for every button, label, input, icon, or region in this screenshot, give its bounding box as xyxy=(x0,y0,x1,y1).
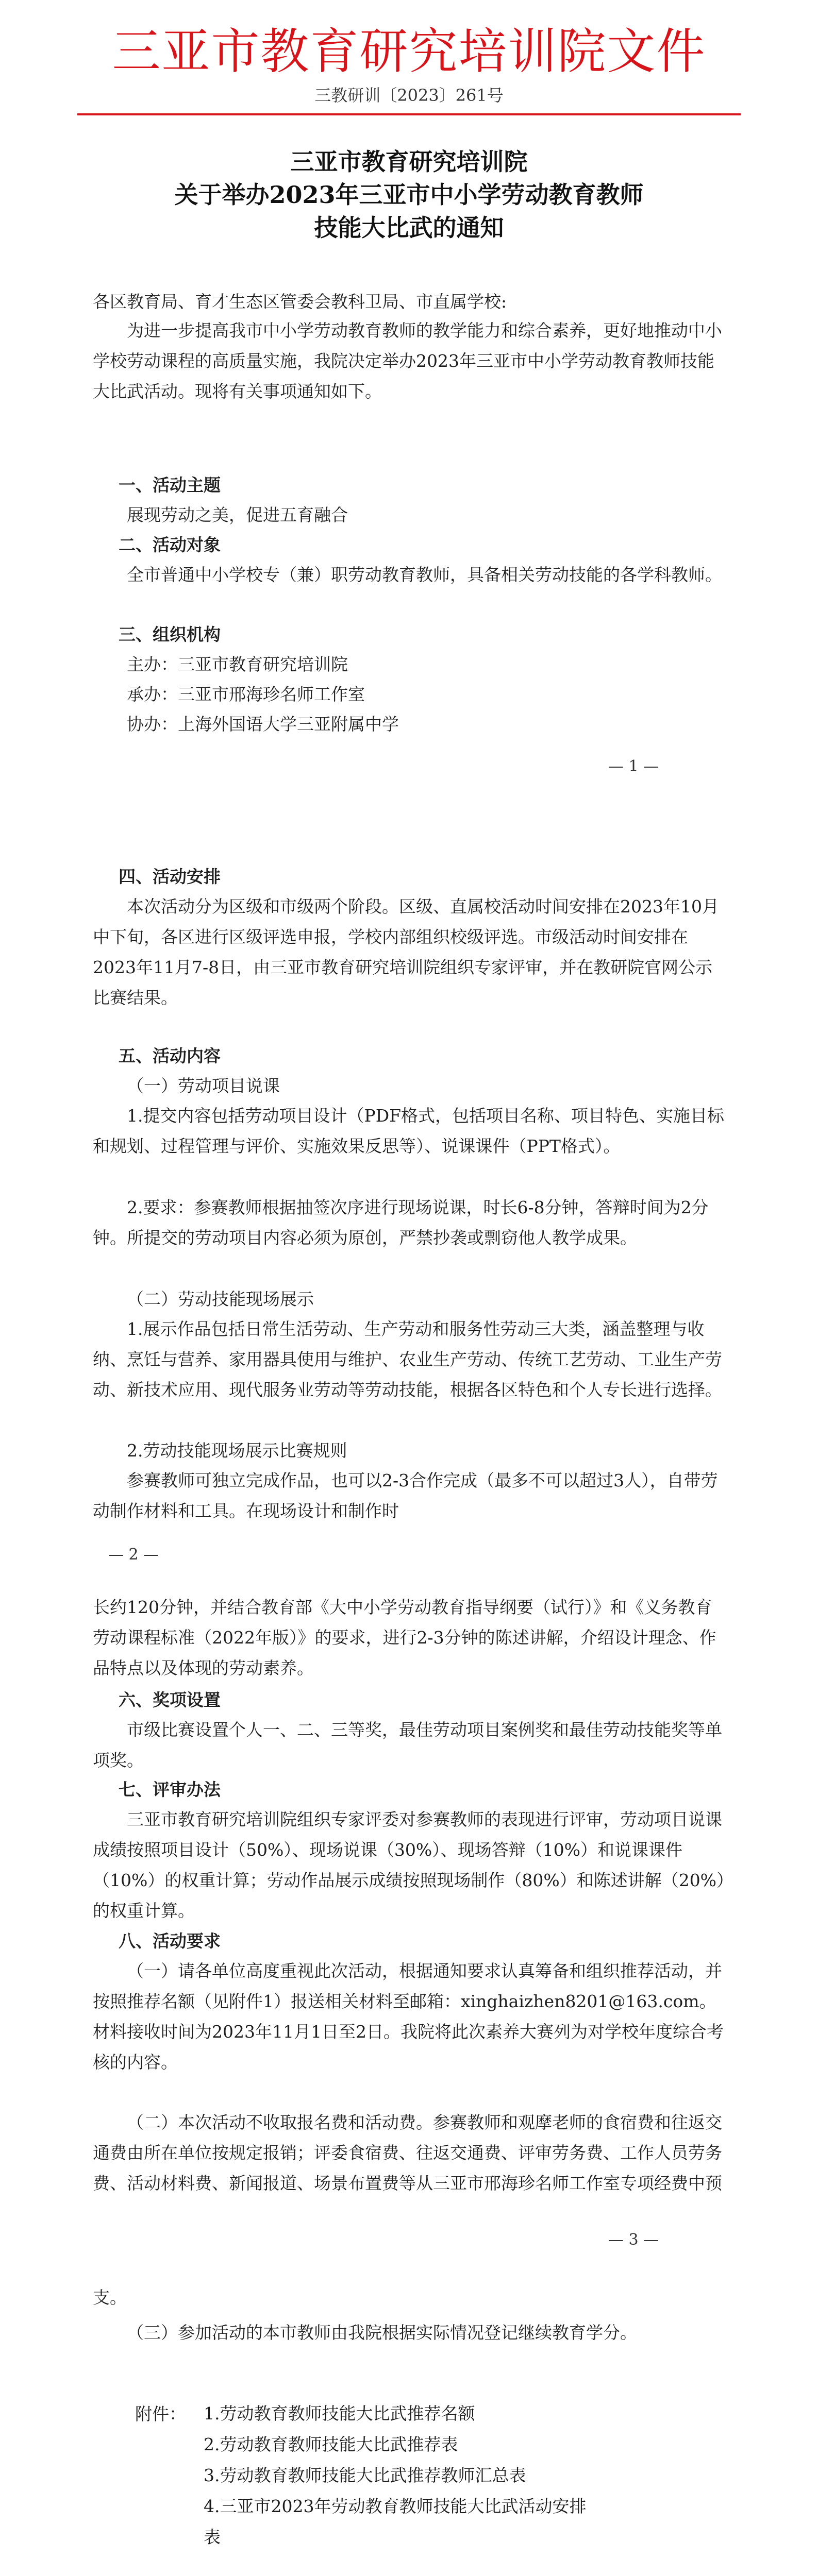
document-header-title: 三亚市教育研究培训院文件 xyxy=(112,24,706,80)
skills-rules-continued: 长约120分钟，并结合教育部《大中小学劳动教育指导纲要（试行）》和《义务教育劳动课程标准（2022年版）》的要求，进行2-3分钟的陈述讲解，介绍设计理念、作品特点以及体现的劳动素养。 xyxy=(93,1597,716,1678)
org-cohost: 协办：上海外国语大学三亚附属中学 xyxy=(127,714,399,734)
attachment-item-3: 3.劳动教育教师技能大比武推荐教师汇总表 xyxy=(204,2465,526,2485)
skills-works-paragraph: 1.展示作品包括日常生活劳动、生产劳动和服务性劳动三大类，涵盖整理与收纳、烹饪与营养、家用器具使用与维护、农业生产劳动、传统工艺劳动、工业生产劳动、新技术应用、现代服务业劳动等劳动技能，根据各区特色和个人专长进行选择。 xyxy=(93,1319,722,1400)
requirements-paragraph-2: （二）本次活动不收取报名费和活动费。参赛教师和观摩老师的食宿费和往返交通费由所在单位按规定报销；评委食宿费、往返交通费、评审劳务费、工作人员劳务费、活动材料费、新闻报道、场景布置费等从三亚市邢海珍名师工作室专项经费中预 xyxy=(93,2112,722,2193)
notice-title-line-2: 关于举办2023年三亚市中小学劳动教育教师 xyxy=(174,181,644,209)
org-organizer: 承办：三亚市邢海珍名师工作室 xyxy=(127,684,365,704)
org-host: 主办：三亚市教育研究培训院 xyxy=(127,654,348,674)
notice-title-line-1: 三亚市教育研究培训院 xyxy=(290,148,528,176)
section-heading-requirements: 八、活动要求 xyxy=(119,1931,221,1951)
salutation: 各区教育局、育才生态区管委会教科卫局、市直属学校: xyxy=(93,292,507,312)
section-text-theme: 展现劳动之美，促进五育融合 xyxy=(127,505,348,525)
section-heading-judging: 七、评审办法 xyxy=(119,1780,221,1800)
page-number-2: — 2 — xyxy=(108,1546,159,1564)
section-heading-theme: 一、活动主题 xyxy=(119,475,221,495)
lesson-submission-paragraph: 1.提交内容包括劳动项目设计（PDF格式，包括项目名称、项目特色、实施目标和规划、过程管理与评价、实施效果反思等）、说课课件（PPT格式）。 xyxy=(93,1106,725,1156)
intro-paragraph: 为进一步提高我市中小学劳动教育教师的教学能力和综合素养，更好地推动中小学校劳动课程的高质量实施，我院决定举办2023年三亚市中小学劳动教育教师技能大比武活动。现将有关事项通知如下。 xyxy=(93,320,722,401)
section-text-judging: 三亚市教育研究培训院组织专家评委对参赛教师的表现进行评审，劳动项目说课成绩按照项目设计（50%）、现场说课（30%）、现场答辩（10%）和说课课件（10%）的权重计算；劳动作品展示成绩按照现场制作（80%）和陈述讲解（20%）的权重计算。 xyxy=(93,1809,725,1921)
section-heading-schedule: 四、活动安排 xyxy=(119,867,221,887)
subsection-heading-lesson: （一）劳动项目说课 xyxy=(127,1076,280,1096)
section-heading-content: 五、活动内容 xyxy=(119,1046,221,1066)
attachment-item-2: 2.劳动教育教师技能大比武推荐表 xyxy=(204,2434,458,2454)
attachment-item-4: 4.三亚市2023年劳动教育教师技能大比武活动安排 xyxy=(204,2496,587,2516)
skills-rules-heading: 2.劳动技能现场展示比赛规则 xyxy=(127,1440,347,1461)
notice-title-line-3: 技能大比武的通知 xyxy=(314,214,504,242)
attachment-item-4-wrap: 表 xyxy=(204,2527,221,2547)
lesson-requirements-paragraph: 2.要求：参赛教师根据抽签次序进行现场说课，时长6-8分钟，答辩时间为2分钟。所提交的劳动项目内容必须为原创，严禁抄袭或剽窃他人教学成果。 xyxy=(93,1197,709,1248)
skills-rules-paragraph: 参赛教师可独立完成作品，也可以2-3合作完成（最多不可以超过3人），自带劳动制作材料和工具。在现场设计和制作时 xyxy=(93,1470,718,1521)
section-heading-audience: 二、活动对象 xyxy=(119,535,221,555)
section-heading-awards: 六、奖项设置 xyxy=(119,1690,221,1710)
requirements-paragraph-1: （一）请各单位高度重视此次活动，根据通知要求认真筹备和组织推荐活动，并按照推荐名额（见附件1）报送相关材料至邮箱：xinghaizhen8201@163.com。材料接收时间为2023年11月1日至2日。我院将此次素养大赛列为对学校年度综合考核的内容。 xyxy=(93,1961,724,2072)
requirements-paragraph-2-continued: 支。 xyxy=(93,2287,127,2308)
document-number: 三教研训〔2023〕261号 xyxy=(314,86,504,105)
section-text-schedule: 本次活动分为区级和市级两个阶段。区级、直属校活动时间安排在2023年10月中下旬，各区进行区级评选申报，学校内部组织校级评选。市级活动时间安排在2023年11月7-8日，由三亚市教育研究培训院组织专家评审，并在教研院官网公示比赛结果。 xyxy=(93,896,719,1008)
requirements-paragraph-3: （三）参加活动的本市教师由我院根据实际情况登记继续教育学分。 xyxy=(127,2323,637,2343)
header-red-divider xyxy=(77,113,741,115)
section-text-awards: 市级比赛设置个人一、二、三等奖，最佳劳动项目案例奖和最佳劳动技能奖等单项奖。 xyxy=(93,1720,722,1770)
section-heading-organization: 三、组织机构 xyxy=(119,624,221,645)
page-number-3: — 3 — xyxy=(608,2231,659,2249)
section-text-audience: 全市普通中小学校专（兼）职劳动教育教师，具备相关劳动技能的各学科教师。 xyxy=(127,565,722,585)
attachments-label: 附件： xyxy=(135,2404,186,2424)
page-number-1: — 1 — xyxy=(608,757,659,775)
subsection-heading-skills: （二）劳动技能现场展示 xyxy=(127,1289,314,1309)
attachment-item-1: 1.劳动教育教师技能大比武推荐名额 xyxy=(204,2403,475,2424)
